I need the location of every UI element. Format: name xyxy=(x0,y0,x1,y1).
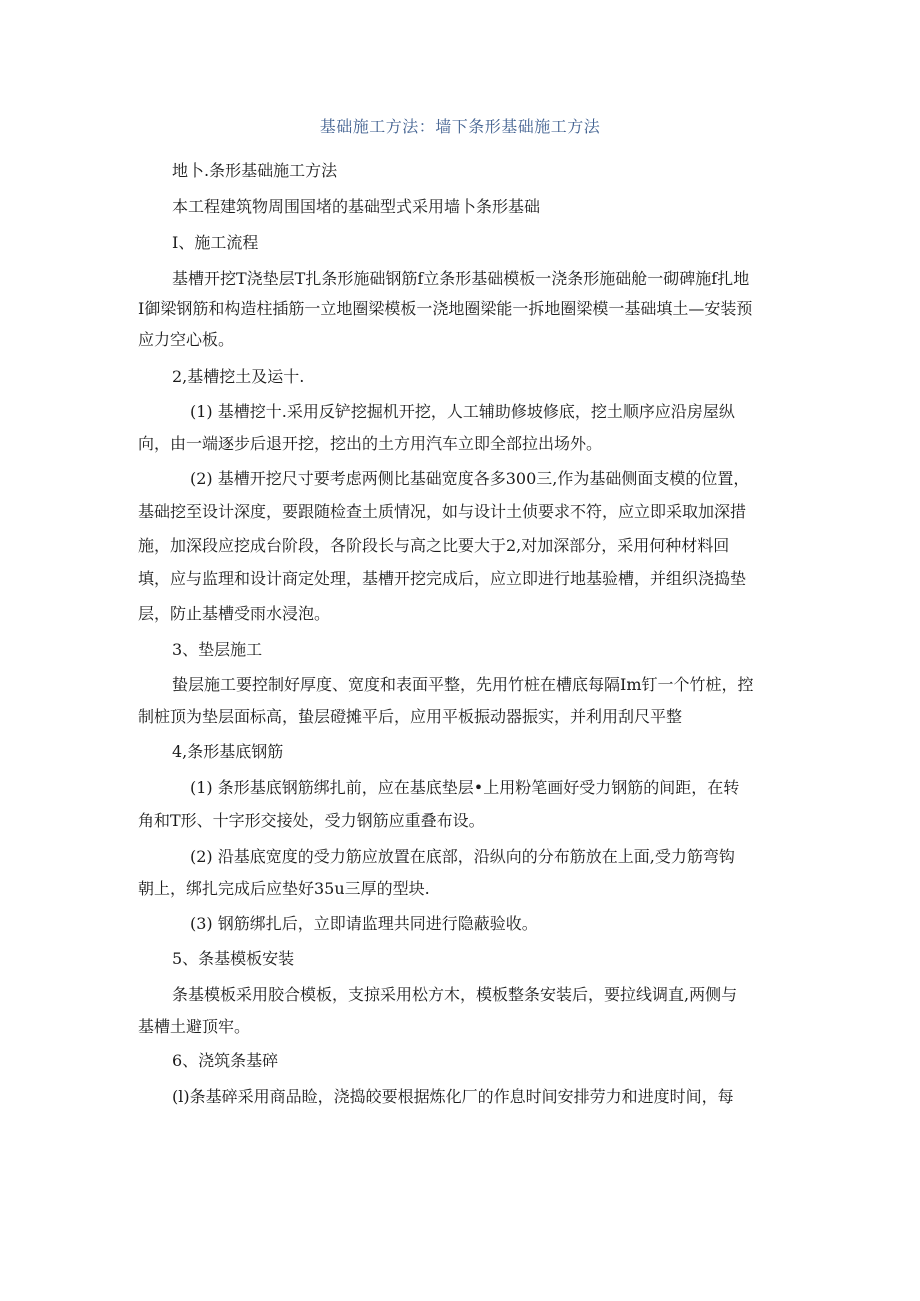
section-heading: 2,基槽挖土及运十. xyxy=(172,367,305,386)
section-heading: I、施工流程 xyxy=(172,233,259,252)
paragraph-line: 施，加深段应挖成台阶段，各阶段长与高之比要大于2,对加深部分，采用何种材料回 xyxy=(138,536,730,555)
paragraph-line: 层，防止基槽受雨水浸泡。 xyxy=(138,604,331,623)
section-heading: 6、浇筑条基碎 xyxy=(172,1051,279,1070)
paragraph-line: 基槽开挖T浇垫层T扎条形施础钢筋f立条形基础模板一浇条形施础舱一砌碑施f扎地 xyxy=(172,269,750,288)
section-heading: 4,条形基底钢筋 xyxy=(172,742,284,761)
paragraph-line: 朝上，绑扎完成后应垫好35u三厚的型块. xyxy=(138,879,430,898)
document-title: 基础施工方法：墙下条形基础施工方法 xyxy=(319,117,601,136)
paragraph-line: I御梁钢筋和构造柱插筋一立地圈梁模板一浇地圈梁能一拆地圈梁模一基础填土—安装预 xyxy=(138,299,753,318)
paragraph-line: 应力空心板。 xyxy=(138,330,235,349)
paragraph-line: 填，应与监理和设计商定处理，基槽开挖完成后，应立即进行地基验槽，并组织浇捣垫 xyxy=(138,569,747,588)
section-heading: 地卜.条形基础施工方法 xyxy=(172,161,338,180)
paragraph-line: (2) 基槽开挖尺寸要考虑两侧比基础宽度各多300三,作为基础侧面支模的位置， xyxy=(190,469,750,488)
section-heading: 5、条基模板安装 xyxy=(172,949,295,968)
paragraph-line: (3) 钢筋绑扎后，立即请监理共同进行隐蔽验收。 xyxy=(190,914,538,933)
paragraph-line: 蛰层施工要控制好厚度、宽度和表面平整，先用竹桩在槽底每隔Im钉一个竹桩，控 xyxy=(172,675,754,694)
paragraph-line: 角和T形、十字形交接处，受力钢筋应重叠布设。 xyxy=(138,811,485,830)
paragraph-line: (1) 基槽挖十.采用反铲挖掘机开挖，人工辅助修坡修底，挖土顺序应沿房屋纵 xyxy=(190,402,735,421)
paragraph-line: 向，由一端逐步后退开挖，挖出的土方用汽车立即全部拉出场外。 xyxy=(138,434,603,453)
paragraph-line: (l)条基碎采用商品睑，浇捣皎要根据炼化厂的作息时间安排劳力和进度时间，每 xyxy=(172,1087,734,1106)
paragraph-line: (2) 沿基底宽度的受力筋应放置在底部，沿纵向的分布筋放在上面,受力筋弯钩 xyxy=(190,847,735,866)
paragraph-line: 条基模板采用胶合模板，支掠采用松方木，模板整条安装后，要拉线调直,两侧与 xyxy=(172,985,738,1004)
paragraph-line: 基础挖至设计深度，要跟随检查土质情况，如与设计土侦要求不符，应立即采取加深措 xyxy=(138,502,747,521)
paragraph-line: (1) 条形基底钢筋绑扎前，应在基底垫层•上用粉笔画好受力钢筋的间距，在转 xyxy=(190,778,740,797)
section-heading: 3、垫层施工 xyxy=(172,640,263,659)
paragraph-line: 制桩顶为垫层面标高，蛰层磴摊平后，应用平板振动器振实，并利用刮尺平整 xyxy=(138,707,683,726)
paragraph-line: 基槽土避顶牢。 xyxy=(138,1017,251,1036)
paragraph-line: 本工程建筑物周围国堵的基础型式采用墙卜条形基础 xyxy=(172,197,541,216)
